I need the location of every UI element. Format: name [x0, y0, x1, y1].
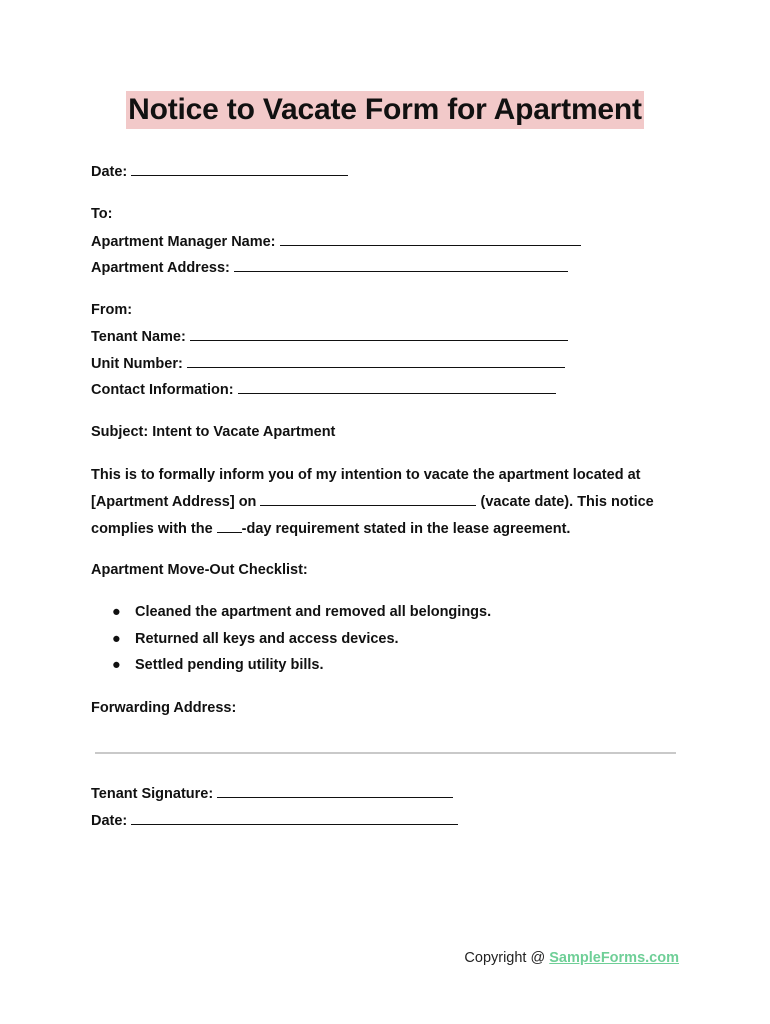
checklist-item-text: Settled pending utility bills. — [135, 657, 324, 673]
body-line-1: This is to formally inform you of my intention to vacate the apartment located at — [91, 467, 641, 483]
apartment-address-label: Apartment Address: — [91, 260, 230, 276]
apartment-address-line — [91, 258, 568, 277]
body-line-3-end: -day requirement stated in the lease agreement. — [241, 521, 571, 537]
signature-blank[interactable] — [217, 784, 453, 798]
from-label: From: — [91, 302, 133, 318]
bullet-icon: ● — [112, 631, 121, 647]
checklist-item — [112, 603, 491, 621]
to-label: To: — [91, 206, 113, 222]
date-blank[interactable] — [131, 162, 348, 176]
checklist-item — [112, 656, 324, 674]
forwarding-address-label: Forwarding Address: — [91, 700, 237, 716]
date-2-line — [91, 811, 458, 830]
forwarding-address-line[interactable] — [95, 752, 676, 754]
body-line-2-start: [Apartment Address] on — [91, 494, 257, 510]
body-line-2-end: (vacate date). This notice — [480, 494, 654, 510]
contact-info-blank[interactable] — [238, 380, 556, 394]
vacate-date-blank[interactable] — [260, 492, 476, 506]
signature-line — [91, 784, 453, 803]
signature-label: Tenant Signature: — [91, 786, 214, 802]
date-line — [91, 162, 348, 181]
checklist-item-text: Returned all keys and access devices. — [135, 631, 399, 647]
bullet-icon: ● — [112, 657, 121, 673]
document-title: Notice to Vacate Form for Apartment — [126, 91, 644, 129]
manager-name-label: Apartment Manager Name: — [91, 234, 276, 250]
document-title-wrapper — [0, 91, 770, 129]
apartment-address-blank[interactable] — [234, 258, 568, 272]
checklist-item-text: Cleaned the apartment and removed all belongings. — [135, 604, 492, 620]
contact-info-line — [91, 380, 556, 399]
checklist-heading: Apartment Move-Out Checklist: — [91, 562, 308, 578]
tenant-name-blank[interactable] — [190, 327, 568, 341]
manager-name-blank[interactable] — [280, 232, 581, 246]
unit-number-line — [91, 354, 565, 373]
subject-line: Subject: Intent to Vacate Apartment — [91, 424, 336, 440]
unit-number-blank[interactable] — [187, 354, 565, 368]
tenant-name-label: Tenant Name: — [91, 329, 186, 345]
tenant-name-line — [91, 327, 568, 346]
date-2-blank[interactable] — [131, 811, 458, 825]
date-label: Date: — [91, 164, 128, 180]
footer-copyright — [464, 950, 679, 966]
contact-info-label: Contact Information: — [91, 382, 234, 398]
brand-link[interactable]: SampleForms.com — [549, 950, 679, 966]
date-2-label: Date: — [91, 813, 128, 829]
body-line-3-start: complies with the — [91, 521, 213, 537]
body-line-2 — [91, 492, 654, 511]
checklist-item — [112, 630, 399, 648]
manager-name-line — [91, 232, 581, 251]
notice-days-blank[interactable] — [217, 519, 242, 533]
unit-number-label: Unit Number: — [91, 356, 183, 372]
bullet-icon: ● — [112, 604, 121, 620]
copyright-text: Copyright @ — [464, 950, 546, 966]
body-line-3 — [91, 519, 570, 538]
